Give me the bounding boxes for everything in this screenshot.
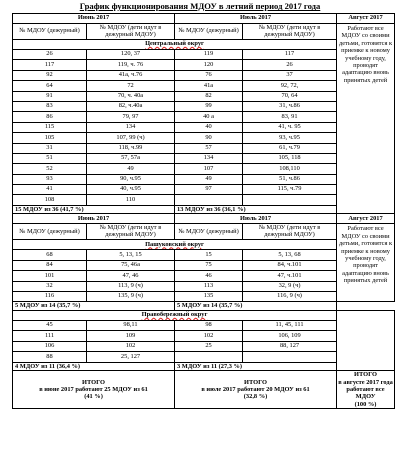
july-summary: 3 МДОУ из 11 (27,3 %) <box>175 362 337 371</box>
august-total-label: ИТОГО <box>354 371 378 379</box>
august-note: Работают все МДОУ со своими детьми, готовятся к приемке к новому учебному году, проводят адаптацию вновь принятых детей <box>337 224 395 302</box>
district-title: Правобережный округ <box>13 311 337 321</box>
table-cell: 102 <box>175 331 243 341</box>
table-cell: 57, 57а <box>87 153 175 163</box>
table-cell: 41а <box>175 81 243 91</box>
table-cell: 64 <box>13 81 87 91</box>
table-cell: 135 <box>175 292 243 302</box>
table-cell: 41, ч. 95 <box>243 122 337 132</box>
table-cell: 117 <box>13 60 87 70</box>
july-header: Июль 2017 <box>175 214 337 224</box>
table-cell: 120 <box>175 60 243 70</box>
table-cell: 119 <box>175 50 243 60</box>
table-cell: 86 <box>13 112 87 122</box>
table-cell: 37 <box>243 70 337 80</box>
table-cell: 41 <box>13 185 87 195</box>
table-cell: 57 <box>175 143 243 153</box>
table-cell: 26 <box>13 50 87 60</box>
table-cell: 82 <box>175 91 243 101</box>
july-total <box>175 371 337 409</box>
table-cell: 108 <box>13 195 87 205</box>
month-header-row <box>13 14 395 24</box>
table-cell: 92, 72, <box>243 81 337 91</box>
table-cell: 52 <box>13 164 87 174</box>
district-title: Пашуковский округ <box>13 240 337 250</box>
table-cell: 105 <box>13 133 87 143</box>
august-header: Август 2017 <box>337 14 395 24</box>
table-cell: 68 <box>13 250 87 260</box>
table-cell: 116, 9 (ч) <box>243 292 337 302</box>
table-cell: 32 <box>13 281 87 291</box>
duty-column-header: № МДОУ (дежурный) <box>13 224 87 240</box>
table-cell: 88 <box>13 352 87 362</box>
table-cell: 61, ч.79 <box>243 143 337 153</box>
table-cell: 83 <box>13 101 87 111</box>
table-cell: 93, ч.95 <box>243 133 337 143</box>
table-cell: 84 <box>13 260 87 270</box>
july-summary: 13 МДОУ из 36 (36,1 %) <box>175 205 337 214</box>
table-cell: 41а, ч.76 <box>87 70 175 80</box>
duty-column-header: № МДОУ (дежурный) <box>175 224 243 240</box>
table-cell: 92 <box>13 70 87 80</box>
table-cell: 88, 127 <box>243 341 337 351</box>
june-summary: 15 МДОУ из 36 (41,7 %) <box>13 205 175 214</box>
table-cell: 25 <box>175 341 243 351</box>
duty-column-header: № МДОУ (дежурный) <box>13 24 87 40</box>
table-cell: 134 <box>175 153 243 163</box>
august-total <box>337 371 395 409</box>
august-total-text: в августе 2017 года работают все МДОУ <box>338 378 393 401</box>
table-cell: 106, 109 <box>243 331 337 341</box>
table-cell: 110 <box>87 195 175 205</box>
july-header: Июль 2017 <box>175 14 337 24</box>
june-summary: 5 МДОУ из 14 (35,7 %) <box>13 302 175 311</box>
table-cell: 47, 46 <box>87 271 175 281</box>
table-cell: 118, ч.99 <box>87 143 175 153</box>
june-total-text: в июне 2017 работают 25 МДОУ из 61 <box>39 385 148 393</box>
table-cell: 90 <box>175 133 243 143</box>
june-header: Июнь 2017 <box>13 14 175 24</box>
july-total-label: ИТОГО <box>244 378 268 386</box>
june-header: Июнь 2017 <box>13 214 175 224</box>
table-cell: 111 <box>13 331 87 341</box>
table-cell: 70, 64 <box>243 91 337 101</box>
table-cell: 72 <box>87 81 175 91</box>
june-total-label: ИТОГО <box>82 378 105 386</box>
july-total-pct: (32,8 %) <box>243 393 268 401</box>
table-cell: 40 а <box>175 112 243 122</box>
table-cell: 134 <box>87 122 175 132</box>
table-cell: 5, 13, 68 <box>243 250 337 260</box>
august-total-pct: (100 %) <box>354 400 377 408</box>
kids-column-header: № МДОУ (дети идут в дежурный МДОУ) <box>243 224 337 240</box>
august-header: Август 2017 <box>337 214 395 224</box>
table-cell: 84, ч.101 <box>243 260 337 270</box>
column-header-row <box>13 224 395 240</box>
table-cell: 107 <box>175 164 243 174</box>
table-cell: 25, 127 <box>87 352 175 362</box>
table-cell: 115 <box>13 122 87 132</box>
table-cell: 113 <box>175 281 243 291</box>
table-cell: 51 <box>13 153 87 163</box>
table-cell: 11, 45, 111 <box>243 321 337 331</box>
table-cell: 93 <box>13 174 87 184</box>
august-note: Работают все МДОУ со своими детьми, готовятся к приемке к новому учебному году, проводят адаптацию вновь принятых детей <box>337 24 395 214</box>
june-total <box>13 371 175 409</box>
table-cell <box>243 352 337 362</box>
table-cell: 101 <box>13 271 87 281</box>
table-cell: 108,110 <box>243 164 337 174</box>
table-cell: 119, ч. 76 <box>87 60 175 70</box>
district-title: Центральный округ <box>13 40 337 50</box>
table-cell: 75 <box>175 260 243 270</box>
table-cell: 31 <box>13 143 87 153</box>
table-cell: 105, 118 <box>243 153 337 163</box>
table-cell: 107, 99 (ч) <box>87 133 175 143</box>
table-cell: 102 <box>87 341 175 351</box>
table-cell: 15 <box>175 250 243 260</box>
july-summary: 5 МДОУ из 14 (35,7 %) <box>175 302 337 311</box>
table-cell: 117 <box>243 50 337 60</box>
table-cell: 49 <box>87 164 175 174</box>
table-cell: 40 <box>175 122 243 132</box>
table-cell: 76 <box>175 70 243 80</box>
table-cell: 46 <box>175 271 243 281</box>
table-cell: 99 <box>175 101 243 111</box>
summary-row <box>13 302 395 311</box>
table-cell: 70, ч. 40а <box>87 91 175 101</box>
duty-column-header: № МДОУ (дежурный) <box>175 24 243 40</box>
month-header-row <box>13 214 395 224</box>
totals-row <box>13 371 395 409</box>
table-cell <box>175 195 243 205</box>
table-cell: 51, ч.86 <box>243 174 337 184</box>
table-cell: 98,11 <box>87 321 175 331</box>
table-cell: 5, 13, 15 <box>87 250 175 260</box>
table-cell: 75, 46а <box>87 260 175 270</box>
kids-column-header: № МДОУ (дети идут в дежурный МДОУ) <box>87 24 175 40</box>
table-cell: 40, ч.95 <box>87 185 175 195</box>
table-cell: 45 <box>13 321 87 331</box>
august-empty-cell <box>337 311 395 371</box>
table-cell: 120, 37 <box>87 50 175 60</box>
table-cell: 116 <box>13 292 87 302</box>
document-title: График функционирования МДОУ в летний период 2017 года <box>79 1 321 11</box>
july-total-text: в июле 2017 работают 20 МДОУ из 61 <box>201 385 310 393</box>
schedule-table <box>12 13 395 409</box>
table-cell: 135, 9 (ч) <box>87 292 175 302</box>
table-cell: 97 <box>175 185 243 195</box>
table-cell: 109 <box>87 331 175 341</box>
table-cell: 113, 9 (ч) <box>87 281 175 291</box>
table-cell: 82, ч.40а <box>87 101 175 111</box>
table-cell: 115, ч.79 <box>243 185 337 195</box>
table-cell: 91 <box>13 91 87 101</box>
column-header-row <box>13 24 395 40</box>
table-cell: 90, ч.95 <box>87 174 175 184</box>
table-cell: 83, 91 <box>243 112 337 122</box>
kids-column-header: № МДОУ (дети идут в дежурный МДОУ) <box>243 24 337 40</box>
table-cell: 79, 97 <box>87 112 175 122</box>
table-cell <box>175 352 243 362</box>
table-cell: 32, 9 (ч) <box>243 281 337 291</box>
table-cell <box>243 195 337 205</box>
table-cell: 47, ч.101 <box>243 271 337 281</box>
table-cell: 26 <box>243 60 337 70</box>
june-total-pct: (41 %) <box>84 393 103 401</box>
table-cell: 106 <box>13 341 87 351</box>
table-cell: 31, ч.86 <box>243 101 337 111</box>
table-cell: 98 <box>175 321 243 331</box>
district-title-row <box>13 311 395 321</box>
kids-column-header: № МДОУ (дети идут в дежурный МДОУ) <box>87 224 175 240</box>
june-summary: 4 МДОУ из 11 (36,4 %) <box>13 362 175 371</box>
table-cell: 49 <box>175 174 243 184</box>
